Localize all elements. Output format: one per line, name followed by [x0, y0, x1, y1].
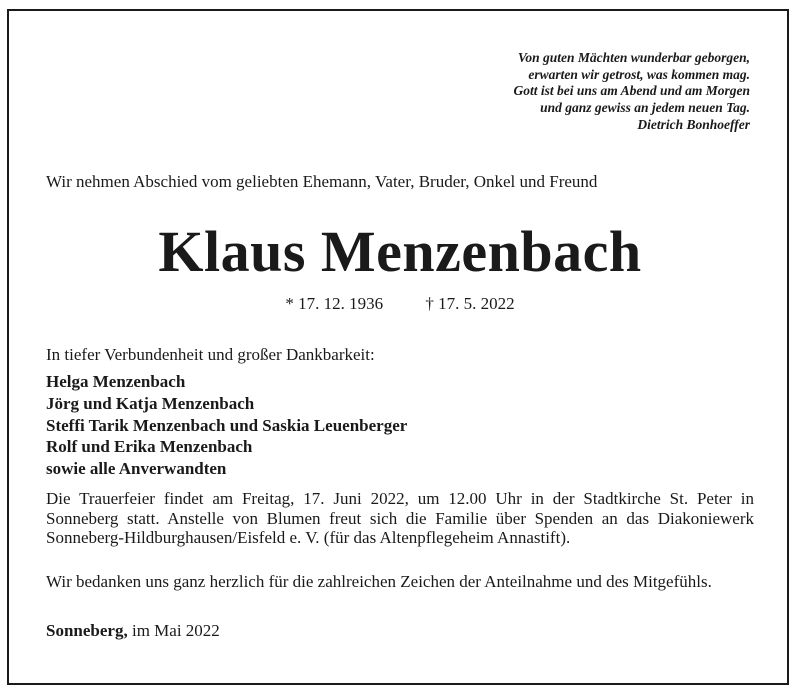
mourner-item: sowie alle Anverwandten: [46, 459, 227, 479]
deceased-name: Klaus Menzenbach: [158, 219, 642, 284]
motto-line: Von guten Mächten wunderbar geborgen,: [517, 50, 750, 65]
farewell-intro: Wir nehmen Abschied vom geliebten Ehemann, Vater, Bruder, Onkel und Freund: [46, 172, 598, 191]
thanks-paragraph: Wir bedanken uns ganz herzlich für die zahlreichen Zeichen der Anteilnahme und des Mitgefühls.: [46, 572, 712, 591]
motto-line: und ganz gewiss an jedem neuen Tag.: [540, 99, 750, 115]
motto-line: erwarten wir getrost, was kommen mag.: [528, 66, 750, 82]
death-date: † 17. 5. 2022: [425, 294, 515, 313]
motto-author: Dietrich Bonhoeffer: [637, 117, 750, 132]
ceremony-paragraph: Die Trauerfeier findet am Freitag, 17. Juni 2022, um 12.00 Uhr in der Stadtkirche St. Peter in Sonneberg statt. Anstelle von Blumen freut sich die Familie über Spenden an das Diakoniewerk Sonneberg-Hildburghausen/Eisfeld e. V. (für das Altenpflegeheim Annastift).: [46, 489, 754, 547]
motto-line: Gott ist bei uns am Abend und am Morgen: [513, 83, 750, 98]
mourners-list: [46, 371, 407, 480]
life-dates: [0, 294, 800, 314]
gratitude-line: In tiefer Verbundenheit und großer Dankbarkeit:: [46, 345, 375, 364]
mourner-item: Jörg und Katja Menzenbach: [46, 393, 255, 413]
mourner-item: Steffi Tarik Menzenbach und Saskia Leuenberger: [46, 415, 408, 435]
closing-date: im Mai 2022: [131, 621, 220, 640]
closing-line: [46, 621, 220, 641]
closing-place: Sonneberg,: [46, 621, 128, 640]
mourner-item: Rolf und Erika Menzenbach: [46, 437, 253, 457]
motto-quote: [513, 50, 750, 134]
birth-date: * 17. 12. 1936: [285, 294, 384, 313]
mourner-item: Helga Menzenbach: [46, 372, 186, 391]
